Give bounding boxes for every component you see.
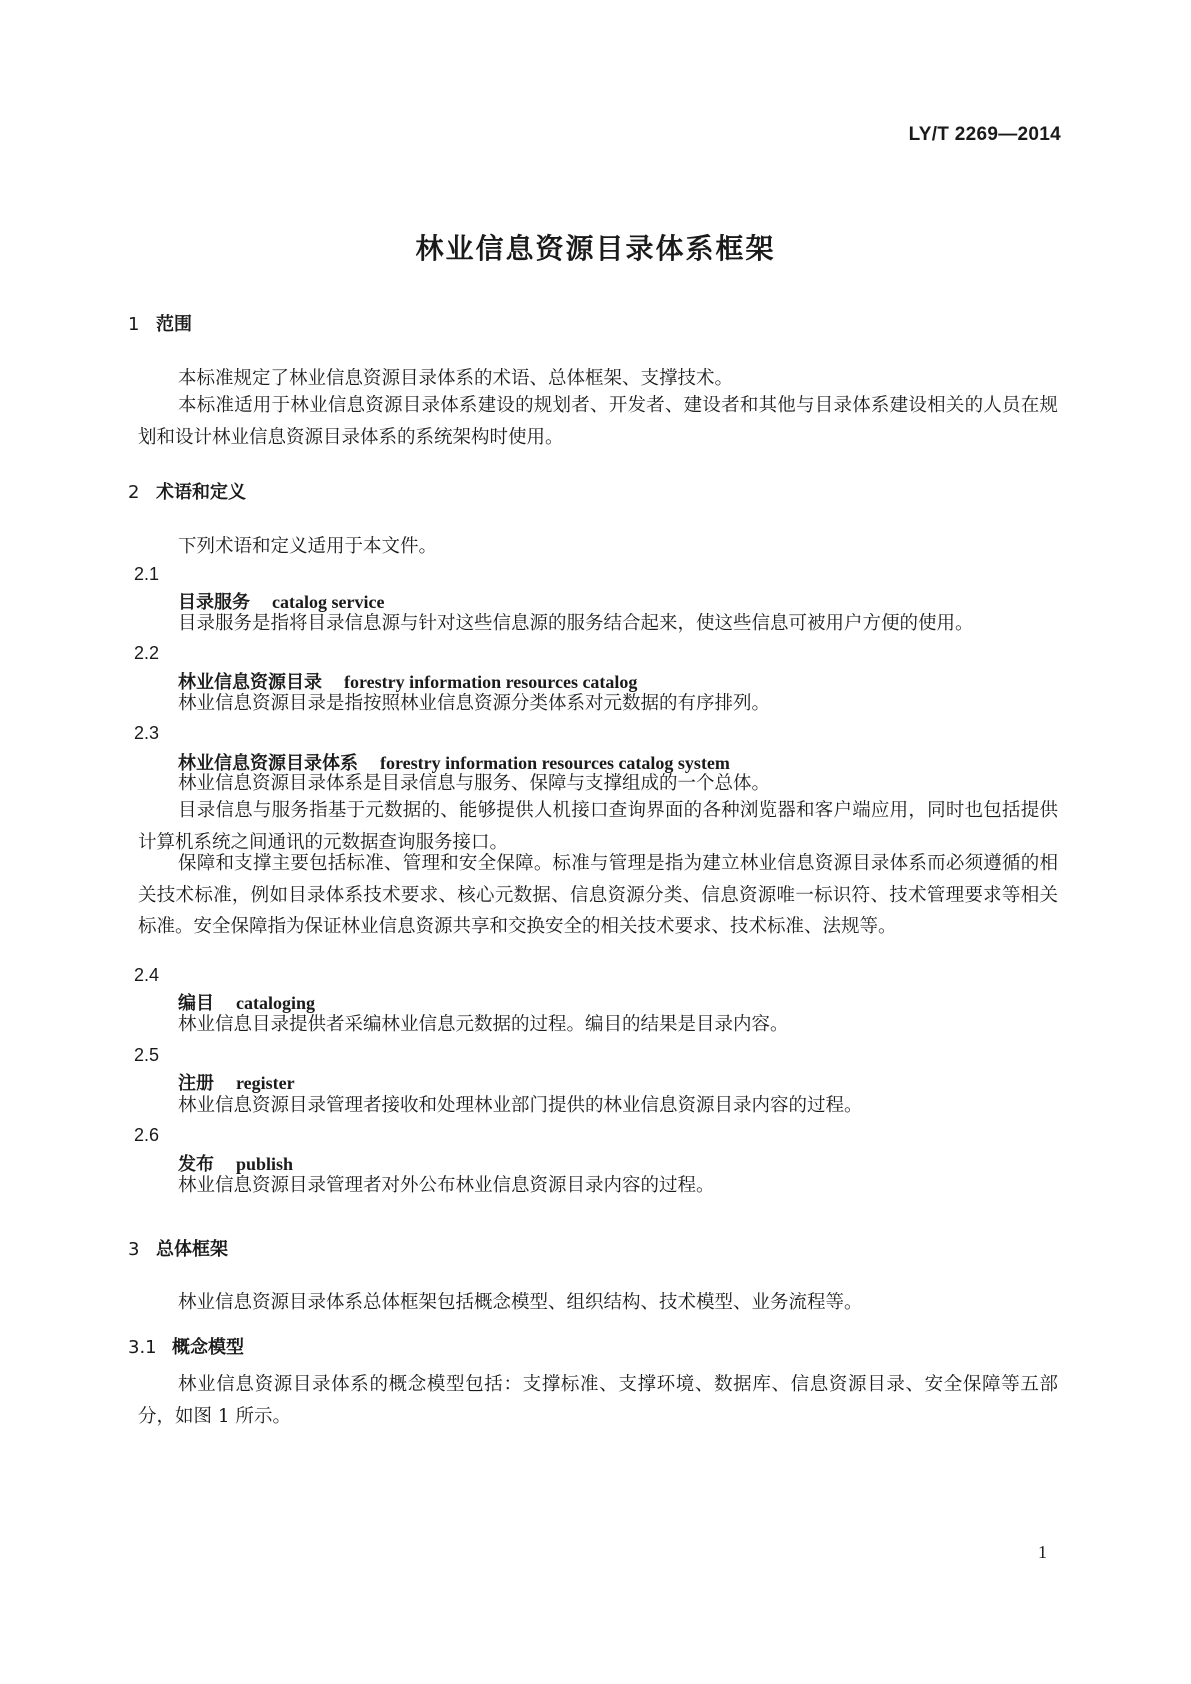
section-number: 2 [128,482,140,503]
definition: 林业信息资源目录是指按照林业信息资源分类体系对元数据的有序排列。 [178,693,771,714]
section-3-heading [128,1235,228,1261]
section-2-heading [128,478,246,504]
term-english: forestry information resources catalog [344,672,638,692]
subsection-3-1-heading [128,1333,244,1359]
paragraph: 林业信息资源目录体系总体框架包括概念模型、组织结构、技术模型、业务流程等。 [178,1292,863,1313]
term-english: cataloging [236,993,315,1013]
section-number: 1 [128,314,140,335]
term-chinese: 发布 [178,1154,214,1175]
term-chinese: 林业信息资源目录 [178,672,322,693]
section-number: 3 [128,1239,140,1260]
subsection-number: 3.1 [128,1337,157,1358]
section-1-heading [128,310,192,336]
definition: 林业信息资源目录管理者接收和处理林业部门提供的林业信息资源目录内容的过程。 [178,1095,863,1116]
clause-number: 2.5 [134,1045,160,1065]
definition: 林业信息目录提供者采编林业信息元数据的过程。编目的结果是目录内容。 [178,1014,789,1035]
subsection-title: 概念模型 [172,1337,244,1358]
definition: 目录服务是指将目录信息源与针对这些信息源的服务结合起来，使这些信息可被用户方便的使用。 [178,613,974,634]
term-chinese: 林业信息资源目录体系 [178,753,358,774]
section-title: 总体框架 [156,1239,228,1260]
term-english: catalog service [272,592,385,612]
term-english: register [236,1073,295,1093]
term-english: forestry information resources catalog system [380,753,730,773]
clause-number: 2.4 [134,965,160,985]
term-chinese: 目录服务 [178,592,250,613]
term-chinese: 注册 [178,1073,214,1094]
paragraph: 本标准规定了林业信息资源目录体系的术语、总体框架、支撑技术。 [178,368,734,389]
term-chinese: 编目 [178,993,214,1014]
clause-number: 2.2 [134,643,160,663]
clause-number: 2.1 [134,564,160,584]
definition: 林业信息资源目录管理者对外公布林业信息资源目录内容的过程。 [178,1175,715,1196]
definition: 目录信息与服务指基于元数据的、能够提供人机接口查询界面的各种浏览器和客户端应用，同时也包括提供计算机系统之间通讯的元数据查询服务接口。 [138,800,1058,853]
definition: 林业信息资源目录体系是目录信息与服务、保障与支撑组成的一个总体。 [178,773,771,794]
definition: 保障和支撑主要包括标准、管理和安全保障。标准与管理是指为建立林业信息资源目录体系而必须遵循的相关技术标准，例如目录体系技术要求、核心元数据、信息资源分类、信息资源唯一标识符、技术管理要求等相关标准。安全保障指为保证林业信息资源共享和交换安全的相关技术要求、技术标准、法规等。 [138,853,1058,937]
document-title: 林业信息资源目录体系框架 [415,232,776,265]
clause-number: 2.3 [134,723,160,743]
standard-number: LY/T 2269—2014 [908,124,1061,145]
paragraph: 本标准适用于林业信息资源目录体系建设的规划者、开发者、建设者和其他与目录体系建设相关的人员在规划和设计林业信息资源目录体系的系统架构时使用。 [138,395,1058,448]
section-title: 术语和定义 [156,482,246,503]
clause-number: 2.6 [134,1125,160,1145]
page-number: 1 [1038,1542,1047,1562]
term-english: publish [236,1154,294,1174]
paragraph: 下列术语和定义适用于本文件。 [178,536,438,557]
paragraph: 林业信息资源目录体系的概念模型包括：支撑标准、支撑环境、数据库、信息资源目录、安全保障等五部分，如图 1 所示。 [138,1374,1058,1427]
section-title: 范围 [156,314,192,335]
